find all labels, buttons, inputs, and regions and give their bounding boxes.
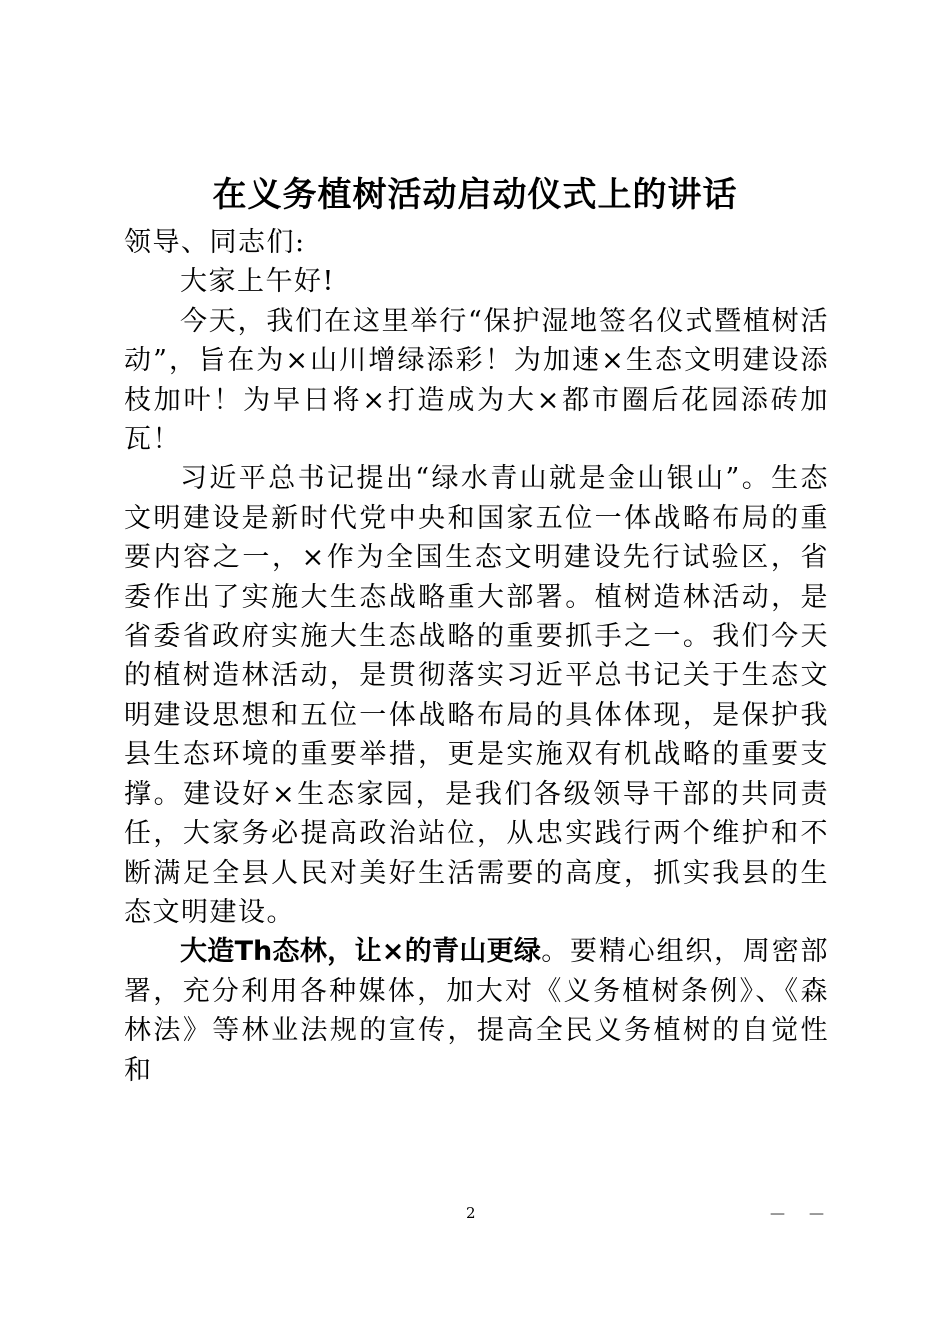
footer-dash-right: — bbox=[809, 1204, 824, 1222]
footer-dash-left: — bbox=[770, 1204, 785, 1222]
paragraph-3 bbox=[124, 932, 829, 1090]
paragraph-1: 今天，我们在这里举行“保护湿地签名仪式暨植树活动”，旨在为×山川增绿添彩！为加速×生态文明建设添枝加叶！为早日将×打造成为大×都市圈后花园添砖加瓦！ bbox=[124, 305, 829, 456]
salutation: 领导、同志们: bbox=[124, 227, 306, 258]
page-number: 2 bbox=[466, 1204, 476, 1222]
document-body bbox=[124, 223, 829, 1090]
section-heading-inline: 大造Th态林，让×的青山更绿 bbox=[180, 936, 542, 968]
document-title: 在义务植树活动启动仪式上的讲话 bbox=[212, 175, 738, 215]
greeting: 大家上午好! bbox=[180, 266, 335, 298]
paragraph-2: 习近平总书记提出“绿水青山就是金山银山”。生态文明建设是新时代党中央和国家五位一体战略布局的重要内容之一，×作为全国生态文明建设先行试验区，省委作出了实施大生态战略重大部署。植树造林活动，是省委省政府实施大生态战略的重要抓手之一。我们今天的植树造林活动，是贯彻落实习近平总书记关于生态文明建设思想和五位一体战略布局的具体体现，是保护我县生态环境的重要举措，更是实施双有机战略的重要支撑。建设好×生态家园，是我们各级领导干部的共同责任，大家务必提高政治站位，从忠实践行两个维护和不断满足全县人民对美好生活需要的高度，抓实我县的生态文明建设。 bbox=[124, 463, 829, 928]
section-text: 。要精心组织，周密部署，充分利用各种媒体，加大对《义务植树条例》、《森林法》等林业法规的宣传，提高全民义务植树的自觉性和 bbox=[124, 936, 830, 1086]
